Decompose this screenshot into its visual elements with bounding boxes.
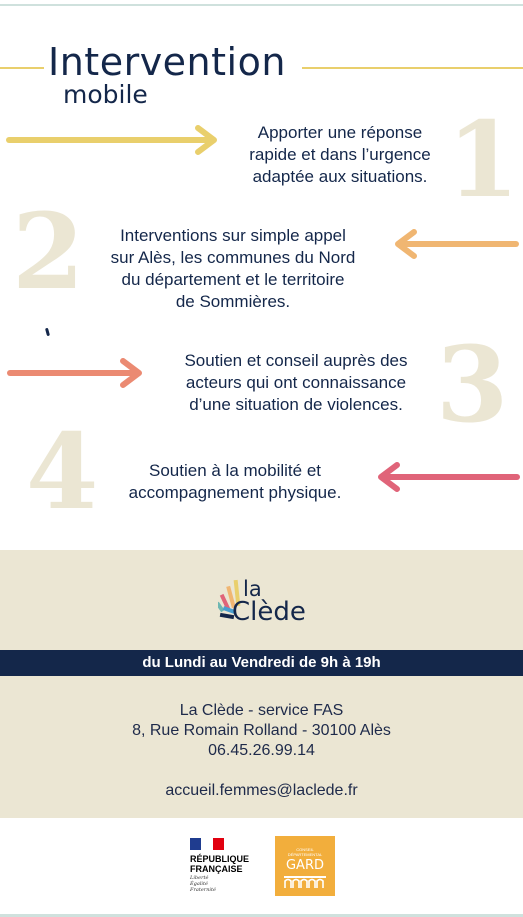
step-number-4: 4 bbox=[26, 410, 99, 533]
pont-du-gard-icon bbox=[284, 876, 326, 888]
step-number-3: 3 bbox=[436, 323, 509, 446]
step-4-line-2: accompagnement physique. bbox=[128, 483, 342, 502]
step-3-line-1: Soutien et conseil auprès des bbox=[184, 351, 408, 370]
step-2-line-1: Interventions sur simple appel bbox=[120, 226, 346, 245]
gard-name: GARD bbox=[285, 858, 324, 873]
step-3-line-2: acteurs qui ont connaissance bbox=[185, 373, 407, 392]
step-text-4 bbox=[90, 460, 380, 504]
gard-department-logo bbox=[275, 836, 335, 896]
gard-label-line-1: CONSEIL bbox=[296, 847, 314, 852]
page-subtitle: mobile bbox=[63, 80, 148, 109]
gard-label-top bbox=[275, 847, 335, 857]
step-3-line-3: d’une situation de violences. bbox=[189, 395, 403, 414]
step-2-line-2: sur Alès, les communes du Nord bbox=[110, 248, 356, 267]
step-text-2 bbox=[78, 225, 388, 313]
step-2-line-4: de Sommières. bbox=[175, 292, 291, 311]
contact-email[interactable]: accueil.femmes@laclede.fr bbox=[165, 782, 358, 799]
arrow-right-icon bbox=[7, 358, 145, 388]
republique-line-1: RÉPUBLIQUE bbox=[190, 854, 250, 864]
contact-phone[interactable]: 06.45.26.99.14 bbox=[208, 742, 315, 759]
stray-mark bbox=[45, 328, 50, 337]
arrow-left-icon bbox=[392, 229, 520, 259]
gard-label-line-2: DÉPARTEMENTAL bbox=[287, 852, 323, 857]
step-4-line-1: Soutien à la mobilité et bbox=[149, 461, 321, 480]
republique-line-2: FRANÇAISE bbox=[190, 864, 243, 874]
logo-text-la: la bbox=[243, 577, 262, 601]
step-number-2: 2 bbox=[12, 190, 85, 313]
logo-text-clede: Clède bbox=[232, 597, 306, 627]
step-number-1: 1 bbox=[447, 98, 520, 221]
contact-address: 8, Rue Romain Rolland - 30100 Alès bbox=[132, 722, 391, 739]
opening-hours-banner: du Lundi au Vendredi de 9h à 19h bbox=[0, 650, 523, 676]
page-title: Intervention bbox=[48, 40, 286, 84]
step-text-1 bbox=[222, 122, 458, 188]
step-1-line-1: Apporter une réponse bbox=[257, 123, 423, 142]
arrow-right-icon bbox=[6, 125, 220, 155]
step-text-3 bbox=[150, 350, 442, 416]
title-rule-right bbox=[302, 67, 523, 69]
title-rule-left bbox=[0, 67, 44, 69]
motto-egalite: Égalité bbox=[190, 881, 208, 887]
arrow-left-icon bbox=[375, 461, 521, 493]
motto-liberte: Liberté bbox=[190, 875, 209, 881]
step-1-line-2: rapide et dans l’urgence bbox=[249, 145, 431, 164]
step-1-line-3: adaptée aux situations. bbox=[252, 167, 428, 186]
step-2-line-3: du département et le territoire bbox=[121, 270, 345, 289]
motto-fraternite: Fraternité bbox=[190, 887, 216, 893]
top-divider bbox=[0, 4, 523, 6]
french-flag-icon bbox=[190, 838, 224, 850]
contact-org: La Clède - service FAS bbox=[179, 702, 344, 719]
republique-francaise-logo bbox=[190, 838, 270, 898]
